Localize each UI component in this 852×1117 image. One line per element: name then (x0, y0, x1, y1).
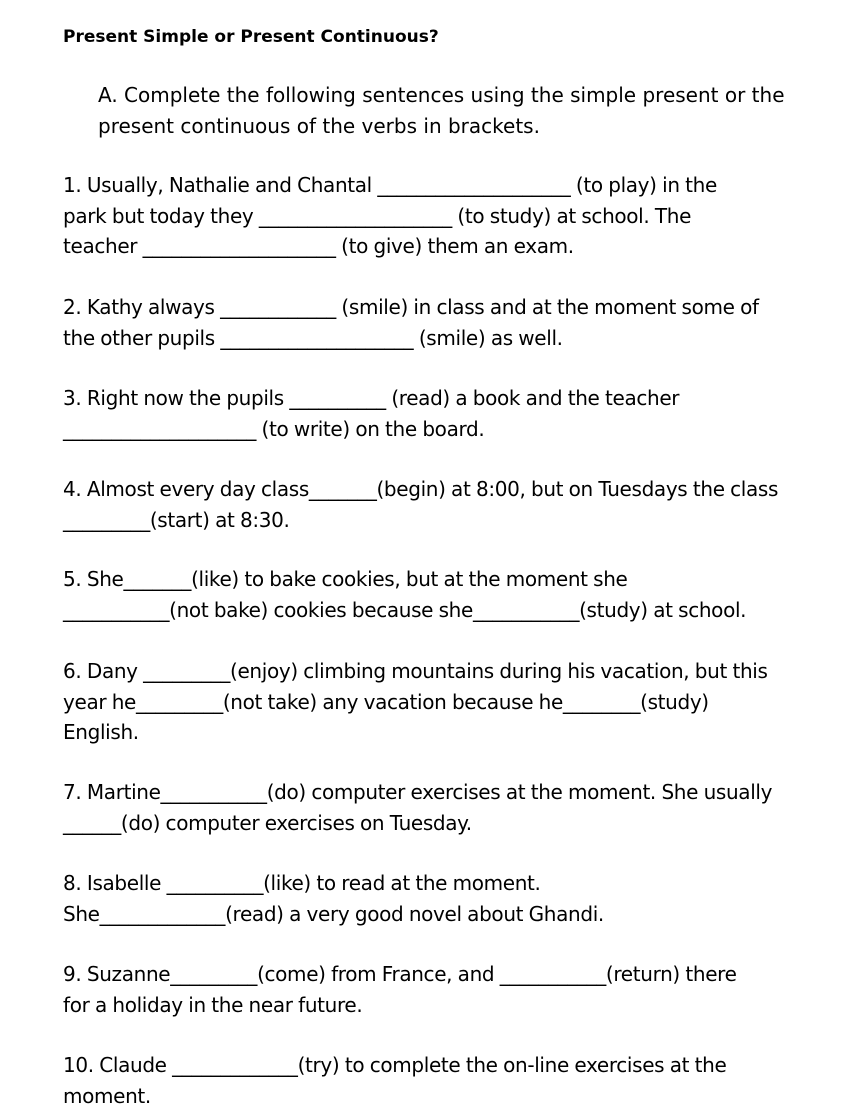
exercise-item-9: 9. Suzanne_________(come) from France, and ___________(return) there for a holiday in the near future. (63, 962, 737, 1017)
exercise-item-4: 4. Almost every day class_______(begin) at 8:00, but on Tuesdays the class _________(start) at 8:30. (63, 477, 779, 532)
exercise-item-5: 5. She_______(like) to bake cookies, but at the moment she ___________(not bake) cookies because she___________(study) at school. (63, 567, 747, 622)
exercise-item-1: 1. Usually, Nathalie and Chantal ____________________ (to play) in the park but today they ____________________ (to study) at school. The teacher ____________________ (to give) them an exam. (63, 173, 717, 258)
exercise-item-2: 2. Kathy always ____________ (smile) in class and at the moment some of the other pupils ____________________ (smile) as well. (63, 295, 759, 350)
exercise-item-8: 8. Isabelle __________(like) to read at the moment. She_____________(read) a very good novel about Ghandi. (63, 871, 604, 926)
exercise-item-10: 10. Claude _____________(try) to complete the on-line exercises at the moment. (63, 1053, 727, 1108)
exercise-item-6: 6. Dany _________(enjoy) climbing mountains during his vacation, but this year he_________(not take) any vacation because he________(study) English. (63, 659, 768, 744)
instructions: A. Complete the following sentences using the simple present or the present continuous of the verbs in brackets. (98, 83, 785, 138)
page-title: Present Simple or Present Continuous? (63, 27, 439, 47)
exercise-item-7: 7. Martine___________(do) computer exercises at the moment. She usually ______(do) computer exercises on Tuesday. (63, 780, 773, 835)
exercise-item-3: 3. Right now the pupils __________ (read) a book and the teacher ____________________ (to write) on the board. (63, 386, 680, 441)
